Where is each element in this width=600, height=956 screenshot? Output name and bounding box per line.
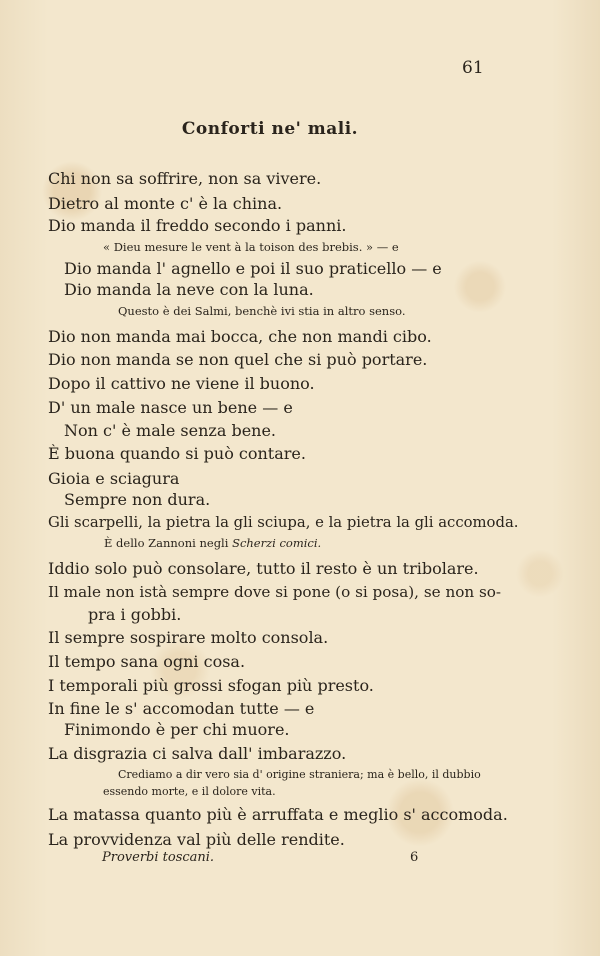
page-title: Conforti ne' mali.: [181, 119, 359, 139]
proverb-line: Chi non sa soffrire, non sa vivere.: [48, 169, 322, 188]
proverb-line: Dio non manda se non quel che si può portare.: [48, 350, 428, 369]
proverb-line: La provvidenza val più delle rendite.: [48, 830, 345, 849]
proverb-line: La matassa quanto più è arruffata e meglio s' accomoda.: [48, 805, 508, 824]
proverb-line: Il male non istà sempre dove si pone (o si posa), se non so-: [48, 583, 502, 601]
note-line: Crediamo a dir vero sia d' origine straniera; ma è bello, il dubbio: [118, 768, 481, 781]
proverb-line: D' un male nasce un bene — e: [48, 398, 293, 417]
proverb-line: pra i gobbi.: [88, 605, 182, 624]
proverb-line: Dio manda l' agnello e poi il suo praticello — e: [64, 259, 442, 278]
proverb-line: Dio manda il freddo secondo i panni.: [48, 216, 347, 235]
footer-sheet-mark: 6: [410, 850, 419, 865]
proverb-line: Finimondo è per chi muore.: [64, 720, 290, 739]
note-line: [104, 536, 321, 551]
footer-signature: Proverbi toscani.: [102, 850, 215, 865]
note-text: È dello Zannoni negli: [104, 536, 229, 550]
proverb-line: I temporali più grossi sfogan più presto.: [48, 676, 374, 695]
proverb-line: Dio non manda mai bocca, che non mandi cibo.: [48, 327, 432, 346]
proverb-line: Dietro al monte c' è la china.: [48, 194, 283, 213]
proverb-line: Sempre non dura.: [64, 490, 211, 509]
note-line: « Dieu mesure le vent à la toison des brebis. » — e: [103, 240, 399, 254]
note-line: Questo è dei Salmi, benchè ivi stia in altro senso.: [118, 304, 406, 318]
proverb-line: Gioia e sciagura: [48, 469, 180, 488]
proverb-line: Il tempo sana ogni cosa.: [48, 652, 246, 671]
note-line: essendo morte, e il dolore vita.: [103, 785, 276, 798]
proverb-line: La disgrazia ci salva dall' imbarazzo.: [48, 744, 347, 763]
page-number: 61: [462, 58, 484, 78]
proverb-line: Iddio solo può consolare, tutto il resto è un tribolare.: [48, 559, 479, 578]
note-italic-text: Scherzi comici.: [232, 536, 322, 550]
proverb-line: Dopo il cattivo ne viene il buono.: [48, 374, 315, 393]
proverb-line: In fine le s' accomodan tutte — e: [48, 699, 315, 718]
proverb-line: Non c' è male senza bene.: [64, 421, 277, 440]
proverb-line: Il sempre sospirare molto consola.: [48, 628, 329, 647]
proverb-line: Gli scarpelli, la pietra la gli sciupa, e la pietra la gli accomoda.: [48, 514, 519, 531]
proverb-line: È buona quando si può contare.: [48, 444, 306, 463]
proverb-line: Dio manda la neve con la luna.: [64, 280, 314, 299]
